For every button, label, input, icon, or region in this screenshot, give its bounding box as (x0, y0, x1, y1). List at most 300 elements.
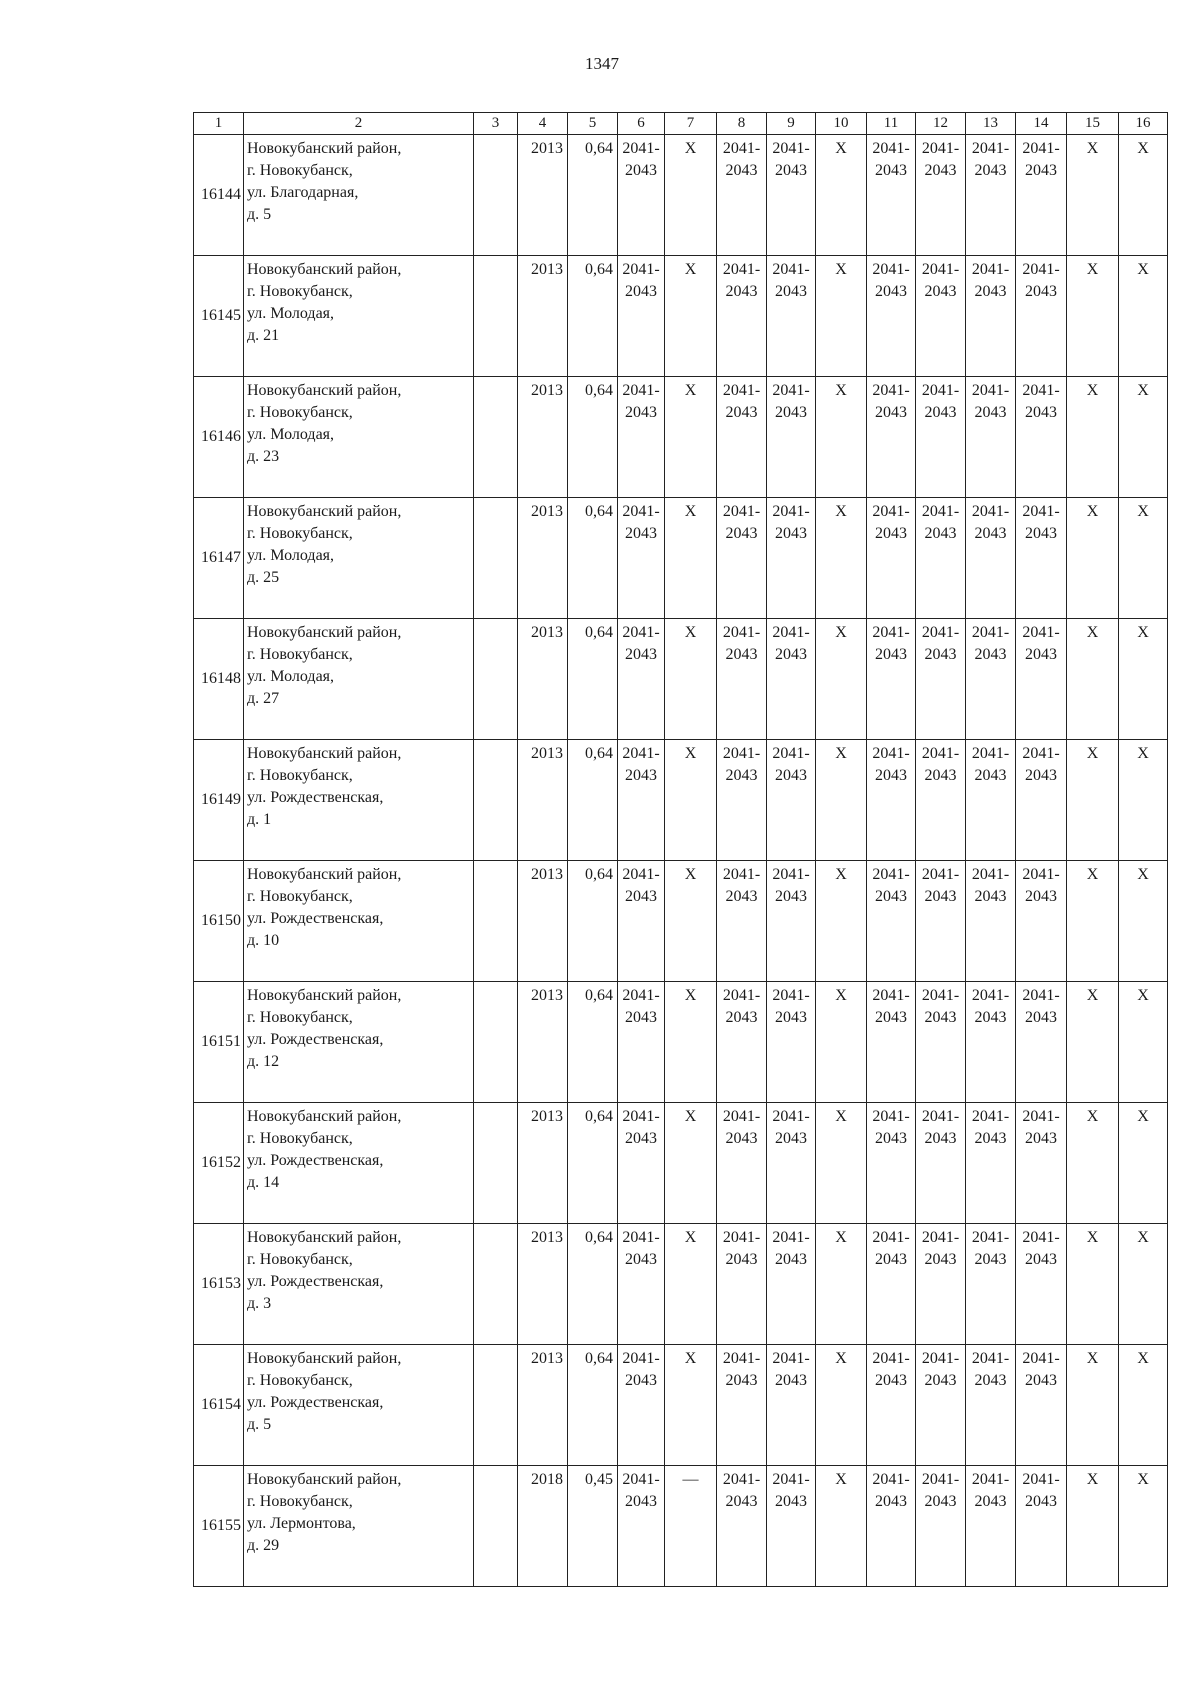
period-line: 2043 (875, 1493, 907, 1510)
cell-col-15: X (1067, 1224, 1119, 1345)
period-line: 2043 (875, 404, 907, 421)
table-row (194, 1345, 1168, 1466)
address-line: Новокубанский район, (247, 382, 402, 399)
period-line: 2041- (1022, 866, 1060, 883)
cell-col-9 (767, 982, 816, 1103)
period-line: 2041- (921, 1471, 960, 1488)
header-row (194, 113, 1168, 135)
period-line: 2041- (772, 1108, 810, 1125)
period-line: 2041- (971, 261, 1010, 278)
cell-col-3 (474, 1103, 518, 1224)
period-line: 2041- (1022, 1108, 1060, 1125)
address-line: ул. Рождественская, (247, 789, 384, 806)
cell-col-3 (474, 256, 518, 377)
cell-year: 2013 (518, 1103, 568, 1224)
period-line: 2041- (872, 261, 910, 278)
row-number-cell: 16150 (194, 861, 244, 982)
period-line: 2041- (1022, 140, 1060, 157)
period-line: 2043 (875, 1251, 907, 1268)
cell-col-10: X (816, 498, 867, 619)
column-header-2: 2 (244, 113, 474, 135)
cell-col-8 (717, 740, 767, 861)
cell-year: 2013 (518, 135, 568, 256)
address-cell (244, 135, 474, 256)
row-number-cell: 16151 (194, 982, 244, 1103)
cell-value: 0,64 (568, 1224, 618, 1345)
cell-value: 0,64 (568, 740, 618, 861)
period-line: 2043 (725, 1493, 758, 1510)
period-line: 2041- (872, 1108, 910, 1125)
cell-col-9 (767, 1466, 816, 1587)
cell-col-14 (1016, 1466, 1067, 1587)
address-line: д. 29 (247, 1537, 280, 1554)
column-header-13: 13 (966, 113, 1016, 135)
table-row (194, 135, 1168, 256)
cell-col-13 (966, 861, 1016, 982)
cell-col-16: X (1119, 982, 1168, 1103)
period-line: 2043 (775, 1372, 807, 1389)
period-line: 2043 (1025, 1130, 1057, 1147)
period-line: 2043 (725, 162, 758, 179)
address-cell (244, 982, 474, 1103)
cell-col-14 (1016, 740, 1067, 861)
cell-col-8 (717, 1224, 767, 1345)
period-line: 2043 (974, 767, 1007, 784)
address-line: г. Новокубанск, (247, 1493, 353, 1510)
cell-col-7: X (665, 861, 717, 982)
period-line: 2041- (622, 745, 660, 762)
cell-value: 0,64 (568, 619, 618, 740)
cell-col-14 (1016, 619, 1067, 740)
row-number-cell: 16148 (194, 619, 244, 740)
cell-col-15: X (1067, 619, 1119, 740)
period-line: 2043 (974, 1009, 1007, 1026)
cell-col-9 (767, 619, 816, 740)
period-line: 2041- (772, 624, 810, 641)
cell-col-7: X (665, 1224, 717, 1345)
address-line: д. 3 (247, 1295, 272, 1312)
period-line: 2043 (924, 767, 957, 784)
period-line: 2043 (725, 404, 758, 421)
period-line: 2043 (875, 1130, 907, 1147)
period-line: 2043 (775, 646, 807, 663)
address-line: д. 12 (247, 1053, 280, 1070)
address-cell (244, 377, 474, 498)
cell-col-3 (474, 861, 518, 982)
cell-col-11 (867, 256, 916, 377)
period-line: 2041- (772, 1350, 810, 1367)
period-line: 2043 (974, 1372, 1007, 1389)
period-line: 2041- (772, 987, 810, 1004)
period-line: 2041- (921, 1350, 960, 1367)
cell-col-10: X (816, 377, 867, 498)
period-line: 2041- (921, 1229, 960, 1246)
row-number-cell: 16144 (194, 135, 244, 256)
period-line: 2043 (924, 646, 957, 663)
period-line: 2041- (1022, 624, 1060, 641)
period-line: 2043 (924, 1130, 957, 1147)
period-line: 2041- (622, 140, 660, 157)
period-line: 2041- (1022, 382, 1060, 399)
period-line: 2043 (924, 888, 957, 905)
address-line: ул. Молодая, (247, 426, 335, 443)
address-cell (244, 740, 474, 861)
address-line: г. Новокубанск, (247, 283, 353, 300)
cell-col-11 (867, 1224, 916, 1345)
period-line: 2041- (722, 1108, 761, 1125)
period-line: 2043 (725, 525, 758, 542)
cell-col-13 (966, 135, 1016, 256)
cell-col-10: X (816, 1103, 867, 1224)
column-header-1: 1 (194, 113, 244, 135)
period-line: 2043 (974, 525, 1007, 542)
address-line: Новокубанский район, (247, 503, 402, 520)
row-number-cell: 16147 (194, 498, 244, 619)
period-line: 2043 (1025, 404, 1057, 421)
period-line: 2041- (622, 987, 660, 1004)
cell-col-7: X (665, 377, 717, 498)
cell-col-11 (867, 1345, 916, 1466)
period-line: 2041- (872, 382, 910, 399)
address-line: Новокубанский район, (247, 1108, 402, 1125)
period-line: 2041- (622, 1350, 660, 1367)
period-line: 2043 (875, 1009, 907, 1026)
cell-col-12 (916, 740, 966, 861)
address-line: д. 21 (247, 327, 280, 344)
cell-col-10: X (816, 1224, 867, 1345)
table-row (194, 982, 1168, 1103)
address-cell (244, 498, 474, 619)
column-header-8: 8 (717, 113, 767, 135)
cell-value: 0,64 (568, 1103, 618, 1224)
cell-col-16: X (1119, 498, 1168, 619)
cell-col-10: X (816, 861, 867, 982)
period-line: 2041- (1022, 1350, 1060, 1367)
address-line: д. 27 (247, 690, 280, 707)
period-line: 2041- (872, 624, 910, 641)
period-line: 2043 (725, 1009, 758, 1026)
cell-col-15: X (1067, 982, 1119, 1103)
address-line: Новокубанский район, (247, 1350, 402, 1367)
row-number-cell: 16145 (194, 256, 244, 377)
cell-col-6 (618, 135, 665, 256)
column-header-11: 11 (867, 113, 916, 135)
cell-col-6 (618, 498, 665, 619)
register-table (193, 112, 1168, 1587)
period-line: 2043 (725, 1130, 758, 1147)
row-number-cell: 16146 (194, 377, 244, 498)
cell-col-6 (618, 1345, 665, 1466)
period-line: 2043 (924, 162, 957, 179)
period-line: 2041- (772, 382, 810, 399)
period-line: 2041- (921, 624, 960, 641)
period-line: 2043 (775, 1251, 807, 1268)
period-line: 2043 (625, 1493, 657, 1510)
cell-col-9 (767, 1224, 816, 1345)
period-line: 2043 (775, 767, 807, 784)
cell-col-3 (474, 135, 518, 256)
period-line: 2041- (622, 1108, 660, 1125)
cell-col-6 (618, 1224, 665, 1345)
address-cell (244, 1103, 474, 1224)
period-line: 2041- (622, 1471, 660, 1488)
cell-col-11 (867, 135, 916, 256)
period-line: 2043 (625, 162, 657, 179)
row-number-cell: 16155 (194, 1466, 244, 1587)
period-line: 2043 (775, 162, 807, 179)
cell-col-10: X (816, 1466, 867, 1587)
address-line: г. Новокубанск, (247, 1130, 353, 1147)
period-line: 2043 (974, 888, 1007, 905)
table-row (194, 1103, 1168, 1224)
cell-year: 2013 (518, 377, 568, 498)
cell-col-3 (474, 982, 518, 1103)
cell-col-14 (1016, 861, 1067, 982)
cell-value: 0,64 (568, 1345, 618, 1466)
address-line: ул. Рождественская, (247, 1394, 384, 1411)
cell-col-7: X (665, 256, 717, 377)
cell-col-6 (618, 1466, 665, 1587)
period-line: 2041- (971, 1350, 1010, 1367)
period-line: 2041- (772, 1229, 810, 1246)
period-line: 2041- (772, 866, 810, 883)
cell-col-12 (916, 1224, 966, 1345)
table-row (194, 619, 1168, 740)
period-line: 2043 (974, 1493, 1007, 1510)
address-line: г. Новокубанск, (247, 767, 353, 784)
cell-year: 2018 (518, 1466, 568, 1587)
cell-col-9 (767, 135, 816, 256)
period-line: 2041- (872, 503, 910, 520)
address-line: ул. Рождественская, (247, 1152, 384, 1169)
address-line: г. Новокубанск, (247, 888, 353, 905)
period-line: 2041- (872, 1350, 910, 1367)
period-line: 2043 (924, 1372, 957, 1389)
cell-col-11 (867, 377, 916, 498)
cell-col-15: X (1067, 1466, 1119, 1587)
period-line: 2041- (971, 382, 1010, 399)
period-line: 2041- (872, 987, 910, 1004)
address-line: Новокубанский район, (247, 261, 402, 278)
cell-col-13 (966, 1345, 1016, 1466)
cell-col-16: X (1119, 1345, 1168, 1466)
period-line: 2043 (625, 888, 657, 905)
period-line: 2043 (725, 888, 758, 905)
period-line: 2043 (1025, 1251, 1057, 1268)
cell-col-8 (717, 256, 767, 377)
address-line: Новокубанский район, (247, 866, 402, 883)
period-line: 2043 (924, 1251, 957, 1268)
period-line: 2041- (872, 745, 910, 762)
cell-col-16: X (1119, 1224, 1168, 1345)
period-line: 2043 (1025, 162, 1057, 179)
cell-col-13 (966, 377, 1016, 498)
address-line: ул. Лермонтова, (247, 1515, 356, 1532)
address-line: Новокубанский район, (247, 1229, 402, 1246)
cell-col-6 (618, 982, 665, 1103)
column-header-12: 12 (916, 113, 966, 135)
column-header-6: 6 (618, 113, 665, 135)
cell-col-3 (474, 498, 518, 619)
address-line: г. Новокубанск, (247, 1009, 353, 1026)
cell-year: 2013 (518, 740, 568, 861)
cell-col-14 (1016, 498, 1067, 619)
period-line: 2043 (1025, 767, 1057, 784)
cell-col-15: X (1067, 377, 1119, 498)
cell-value: 0,64 (568, 498, 618, 619)
row-number-cell: 16153 (194, 1224, 244, 1345)
column-header-3: 3 (474, 113, 518, 135)
address-cell (244, 256, 474, 377)
period-line: 2041- (971, 624, 1010, 641)
column-header-4: 4 (518, 113, 568, 135)
table-row (194, 740, 1168, 861)
cell-col-6 (618, 377, 665, 498)
period-line: 2043 (924, 1493, 957, 1510)
period-line: 2041- (722, 1471, 761, 1488)
cell-col-10: X (816, 135, 867, 256)
cell-col-3 (474, 619, 518, 740)
table-row (194, 256, 1168, 377)
period-line: 2041- (1022, 987, 1060, 1004)
column-header-16: 16 (1119, 113, 1168, 135)
period-line: 2041- (971, 1108, 1010, 1125)
period-line: 2043 (625, 767, 657, 784)
cell-col-11 (867, 619, 916, 740)
cell-year: 2013 (518, 982, 568, 1103)
period-line: 2043 (725, 283, 758, 300)
cell-col-7: X (665, 619, 717, 740)
period-line: 2043 (974, 646, 1007, 663)
address-line: г. Новокубанск, (247, 404, 353, 421)
cell-col-12 (916, 377, 966, 498)
address-line: Новокубанский район, (247, 987, 402, 1004)
period-line: 2041- (772, 140, 810, 157)
cell-col-8 (717, 498, 767, 619)
cell-col-16: X (1119, 619, 1168, 740)
period-line: 2041- (1022, 1229, 1060, 1246)
period-line: 2041- (772, 261, 810, 278)
period-line: 2041- (772, 503, 810, 520)
cell-col-8 (717, 861, 767, 982)
cell-col-15: X (1067, 1103, 1119, 1224)
column-header-5: 5 (568, 113, 618, 135)
page-number: 1347 (585, 54, 619, 73)
period-line: 2043 (775, 283, 807, 300)
cell-col-8 (717, 619, 767, 740)
period-line: 2041- (921, 1108, 960, 1125)
cell-col-14 (1016, 377, 1067, 498)
address-line: ул. Молодая, (247, 668, 335, 685)
cell-col-9 (767, 256, 816, 377)
period-line: 2043 (875, 767, 907, 784)
table-row (194, 861, 1168, 982)
cell-col-15: X (1067, 256, 1119, 377)
cell-col-12 (916, 1103, 966, 1224)
cell-col-10: X (816, 256, 867, 377)
address-line: ул. Рождественская, (247, 1031, 384, 1048)
period-line: 2043 (725, 1251, 758, 1268)
period-line: 2043 (924, 525, 957, 542)
period-line: 2041- (722, 382, 761, 399)
period-line: 2041- (722, 987, 761, 1004)
period-line: 2043 (1025, 1493, 1057, 1510)
cell-col-13 (966, 498, 1016, 619)
cell-col-10: X (816, 740, 867, 861)
address-line: ул. Молодая, (247, 305, 335, 322)
cell-col-13 (966, 1466, 1016, 1587)
period-line: 2043 (775, 888, 807, 905)
period-line: 2043 (974, 162, 1007, 179)
address-line: д. 1 (247, 811, 272, 828)
cell-col-12 (916, 1345, 966, 1466)
cell-col-15: X (1067, 135, 1119, 256)
cell-col-9 (767, 498, 816, 619)
cell-col-8 (717, 135, 767, 256)
period-line: 2041- (722, 624, 761, 641)
cell-year: 2013 (518, 1224, 568, 1345)
cell-col-7: X (665, 135, 717, 256)
period-line: 2041- (1022, 503, 1060, 520)
period-line: 2041- (1022, 1471, 1060, 1488)
address-cell (244, 1345, 474, 1466)
cell-col-16: X (1119, 1103, 1168, 1224)
cell-col-14 (1016, 1103, 1067, 1224)
cell-col-14 (1016, 1345, 1067, 1466)
cell-col-7: X (665, 1345, 717, 1466)
period-line: 2043 (625, 1251, 657, 1268)
cell-col-6 (618, 1103, 665, 1224)
column-header-9: 9 (767, 113, 816, 135)
cell-col-7: X (665, 740, 717, 861)
period-line: 2041- (772, 745, 810, 762)
address-line: г. Новокубанск, (247, 1251, 353, 1268)
cell-col-15: X (1067, 1345, 1119, 1466)
address-cell (244, 619, 474, 740)
period-line: 2041- (872, 1229, 910, 1246)
cell-col-15: X (1067, 740, 1119, 861)
period-line: 2041- (622, 261, 660, 278)
cell-col-3 (474, 1345, 518, 1466)
cell-col-6 (618, 256, 665, 377)
cell-col-16: X (1119, 256, 1168, 377)
cell-col-13 (966, 256, 1016, 377)
period-line: 2041- (971, 987, 1010, 1004)
cell-col-9 (767, 861, 816, 982)
address-line: ул. Молодая, (247, 547, 335, 564)
cell-year: 2013 (518, 861, 568, 982)
period-line: 2041- (971, 1229, 1010, 1246)
period-line: 2043 (974, 1130, 1007, 1147)
period-line: 2043 (875, 888, 907, 905)
cell-col-12 (916, 861, 966, 982)
cell-col-12 (916, 982, 966, 1103)
period-line: 2041- (1022, 745, 1060, 762)
address-cell (244, 1224, 474, 1345)
period-line: 2043 (1025, 283, 1057, 300)
cell-col-10: X (816, 619, 867, 740)
address-line: г. Новокубанск, (247, 525, 353, 542)
address-line: д. 14 (247, 1174, 280, 1191)
cell-col-14 (1016, 135, 1067, 256)
period-line: 2041- (722, 503, 761, 520)
period-line: 2041- (921, 140, 960, 157)
period-line: 2041- (1022, 261, 1060, 278)
period-line: 2043 (875, 525, 907, 542)
cell-value: 0,64 (568, 377, 618, 498)
cell-col-9 (767, 740, 816, 861)
period-line: 2043 (725, 646, 758, 663)
